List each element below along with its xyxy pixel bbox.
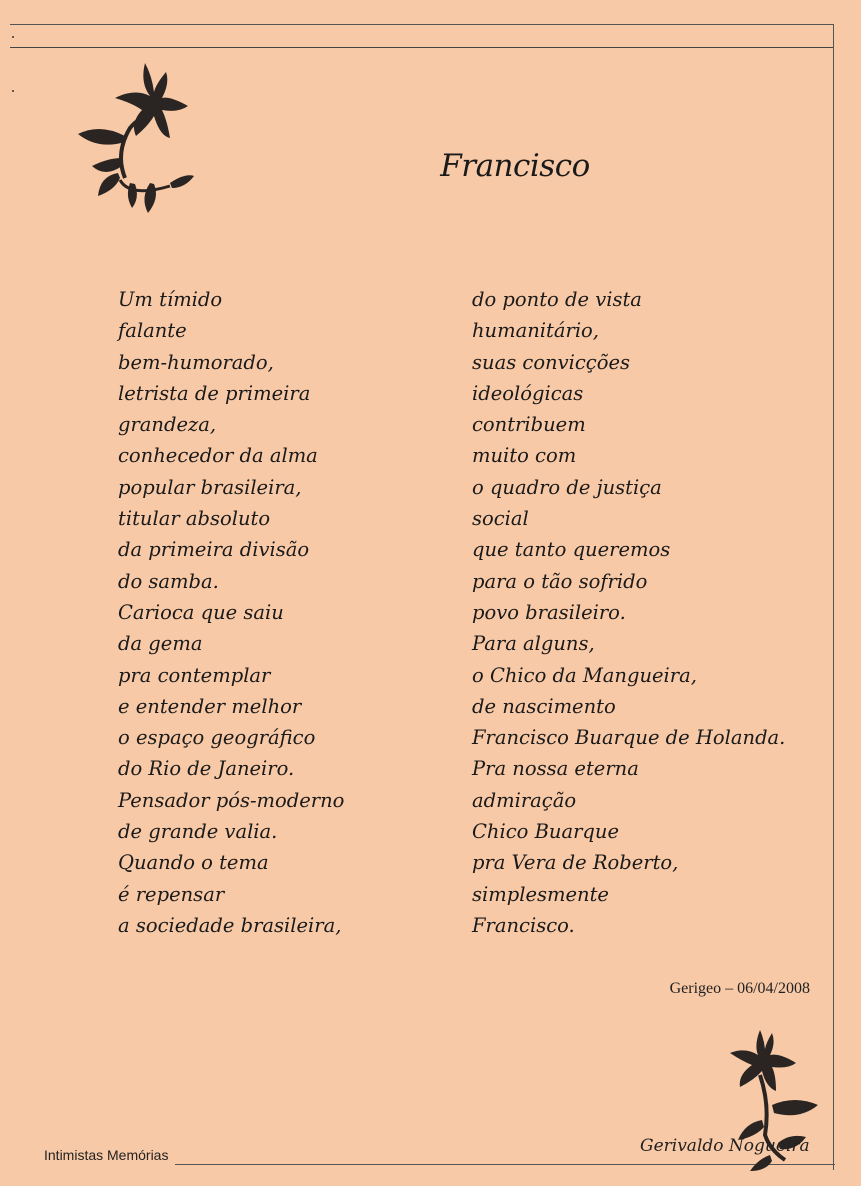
poem-line: bem-humorado, xyxy=(118,350,274,374)
poem-line: social xyxy=(472,507,529,531)
poem-line: ideológicas xyxy=(472,381,584,405)
poem-line: da gema xyxy=(118,632,203,656)
footer-label: Intimistas Memórias xyxy=(44,1147,169,1163)
poem-line: pra Vera de Roberto, xyxy=(472,851,679,875)
poem-line: o Chico da Mangueira, xyxy=(472,663,697,687)
poem-line: Francisco Buarque de Holanda. xyxy=(472,726,786,750)
page-border-top-inner xyxy=(10,47,834,48)
poem-line: conhecedor da alma xyxy=(118,444,318,468)
signature-date: Gerigeo – 06/04/2008 xyxy=(669,980,810,997)
poem-line: do Rio de Janeiro. xyxy=(118,757,295,781)
poem-line: a sociedade brasileira, xyxy=(118,913,342,937)
poem-line: simplesmente xyxy=(472,882,609,906)
poem-line: suas convicções xyxy=(472,350,630,374)
poem-line: Pra nossa eterna xyxy=(472,757,639,781)
poem-line: do samba. xyxy=(118,569,219,593)
page-border-top xyxy=(10,24,834,25)
poem-column-left xyxy=(118,284,344,941)
poem-line: Pensador pós-moderno xyxy=(118,788,345,812)
poem-line: Carioca que saiu xyxy=(118,600,284,624)
poem-line: falante xyxy=(118,319,187,343)
poem-line: grandeza, xyxy=(118,413,217,437)
poem-line: Quando o tema xyxy=(118,851,269,875)
poem-line: humanitário, xyxy=(472,319,599,343)
page-border-right xyxy=(833,24,834,1170)
poem-line: Para alguns, xyxy=(472,632,595,656)
poem-line: do ponto de vista xyxy=(472,288,642,311)
poem-line: admiração xyxy=(472,788,577,812)
poem-line: o espaço geográfico xyxy=(118,726,316,750)
poem-line: popular brasileira, xyxy=(118,475,302,499)
poem-line: Um tímido xyxy=(118,288,223,311)
poem-line: contribuem xyxy=(472,413,586,437)
flower-silhouette-icon xyxy=(70,58,210,218)
poem-line: muito com xyxy=(472,444,577,468)
poem-line: é repensar xyxy=(118,882,225,906)
poem-line: pra contemplar xyxy=(118,663,271,687)
poem-line: Francisco. xyxy=(472,913,575,937)
poem-line: o quadro de justiça xyxy=(472,475,662,499)
scan-speck xyxy=(12,36,14,38)
poem-line: e entender melhor xyxy=(118,694,302,718)
poem-title: Francisco xyxy=(440,148,590,184)
poem-line: titular absoluto xyxy=(118,507,271,531)
poem-line: de nascimento xyxy=(472,694,616,718)
author-signature: Gerivaldo Nogueira xyxy=(640,1136,810,1156)
poem-line: Chico Buarque xyxy=(472,820,619,844)
poem-line: que tanto queremos xyxy=(472,538,671,562)
poem-line: letrista de primeira xyxy=(118,381,311,405)
poem-column-right xyxy=(472,284,785,941)
scan-speck xyxy=(12,90,14,92)
poem-line: povo brasileiro. xyxy=(472,600,626,624)
poem-line: de grande valia. xyxy=(118,820,278,844)
poem-line: para o tão sofrido xyxy=(472,569,648,593)
poem-line: da primeira divisão xyxy=(118,538,310,562)
